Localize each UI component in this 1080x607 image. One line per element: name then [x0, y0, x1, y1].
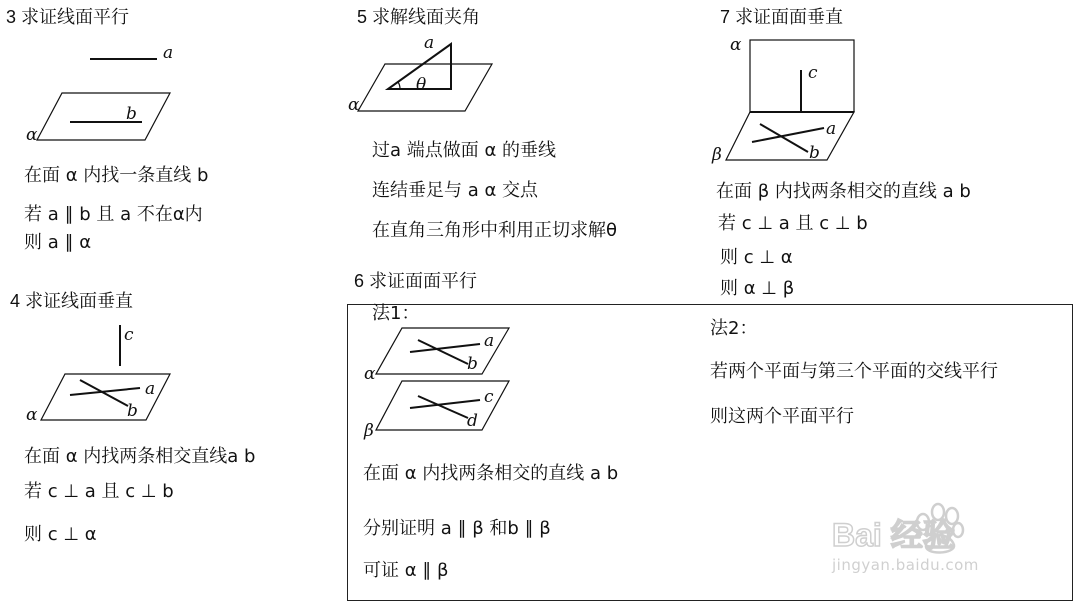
section-3-title: 3 求证线面平行 — [6, 7, 130, 27]
section-4-title: 4 求证线面垂直 — [10, 291, 134, 311]
s6-method-1-step-3: 可证 α ∥ β — [363, 560, 449, 581]
label-alpha: α — [26, 405, 38, 425]
line-a — [410, 344, 480, 352]
label-alpha: α — [364, 364, 376, 384]
s6-method-2-step-2: 则这两个平面平行 — [710, 406, 854, 427]
label-alpha: α — [26, 125, 38, 145]
s3-statement-1: 在面 α 内找一条直线 b — [24, 165, 209, 186]
section-4-figure — [0, 310, 340, 430]
label-c: c — [808, 63, 818, 83]
label-d: d — [467, 411, 478, 431]
s7-statement-3: 则 c ⊥ α — [720, 247, 793, 268]
label-b: b — [809, 143, 820, 163]
label-theta: θ — [416, 75, 427, 95]
label-b: b — [467, 354, 478, 374]
label-a: a — [145, 379, 156, 399]
label-a: a — [826, 119, 837, 139]
label-c: c — [124, 325, 134, 345]
line-b — [418, 340, 468, 364]
s3-statement-3: 则 a ∥ α — [24, 232, 92, 253]
label-beta: β — [712, 145, 722, 165]
label-alpha: α — [730, 35, 742, 55]
s5-step-3: 在直角三角形中利用正切求解θ — [372, 220, 618, 241]
section-3-figure — [0, 0, 340, 160]
s7-statement-4: 则 α ⊥ β — [720, 278, 795, 299]
angle-arc — [398, 82, 400, 89]
s3-statement-2: 若 a ∥ b 且 a 不在α内 — [24, 204, 203, 225]
section-6-figure — [350, 320, 530, 450]
method-2-label: 法2： — [710, 318, 758, 339]
section-7-title: 7 求证面面垂直 — [720, 7, 844, 27]
label-a: a — [424, 33, 435, 53]
label-alpha: α — [348, 95, 360, 115]
label-b: b — [126, 104, 137, 124]
section-6-title: 6 求证面面平行 — [354, 271, 478, 291]
section-7-figure — [700, 30, 900, 170]
label-b: b — [127, 401, 138, 421]
s4-statement-2: 若 c ⊥ a 且 c ⊥ b — [24, 481, 174, 502]
watermark-logo-text: Bai 经验 — [832, 517, 955, 553]
s4-statement-3: 则 c ⊥ α — [24, 524, 97, 545]
label-a: a — [163, 43, 174, 63]
label-beta: β — [364, 421, 374, 441]
s7-statement-1: 在面 β 内找两条相交的直线 a b — [716, 181, 971, 202]
section-5-figure — [340, 20, 560, 120]
line-b — [760, 124, 808, 152]
label-c: c — [484, 387, 494, 407]
method-1-label: 法1： — [372, 303, 420, 324]
label-a: a — [484, 331, 495, 351]
watermark-url: jingyan.baidu.com — [832, 556, 979, 574]
s5-step-2: 连结垂足与 a α 交点 — [372, 180, 539, 201]
s4-statement-1: 在面 α 内找两条相交直线a b — [24, 446, 256, 467]
s7-statement-2: 若 c ⊥ a 且 c ⊥ b — [718, 213, 868, 234]
s6-method-2-step-1: 若两个平面与第三个平面的交线平行 — [710, 361, 998, 382]
s6-method-1-step-2: 分别证明 a ∥ β 和b ∥ β — [363, 518, 551, 539]
section-5-title: 5 求解线面夹角 — [357, 7, 481, 27]
plane-alpha — [37, 93, 170, 140]
s6-method-1-step-1: 在面 α 内找两条相交的直线 a b — [363, 463, 619, 484]
s5-step-1: 过a 端点做面 α 的垂线 — [372, 140, 557, 161]
